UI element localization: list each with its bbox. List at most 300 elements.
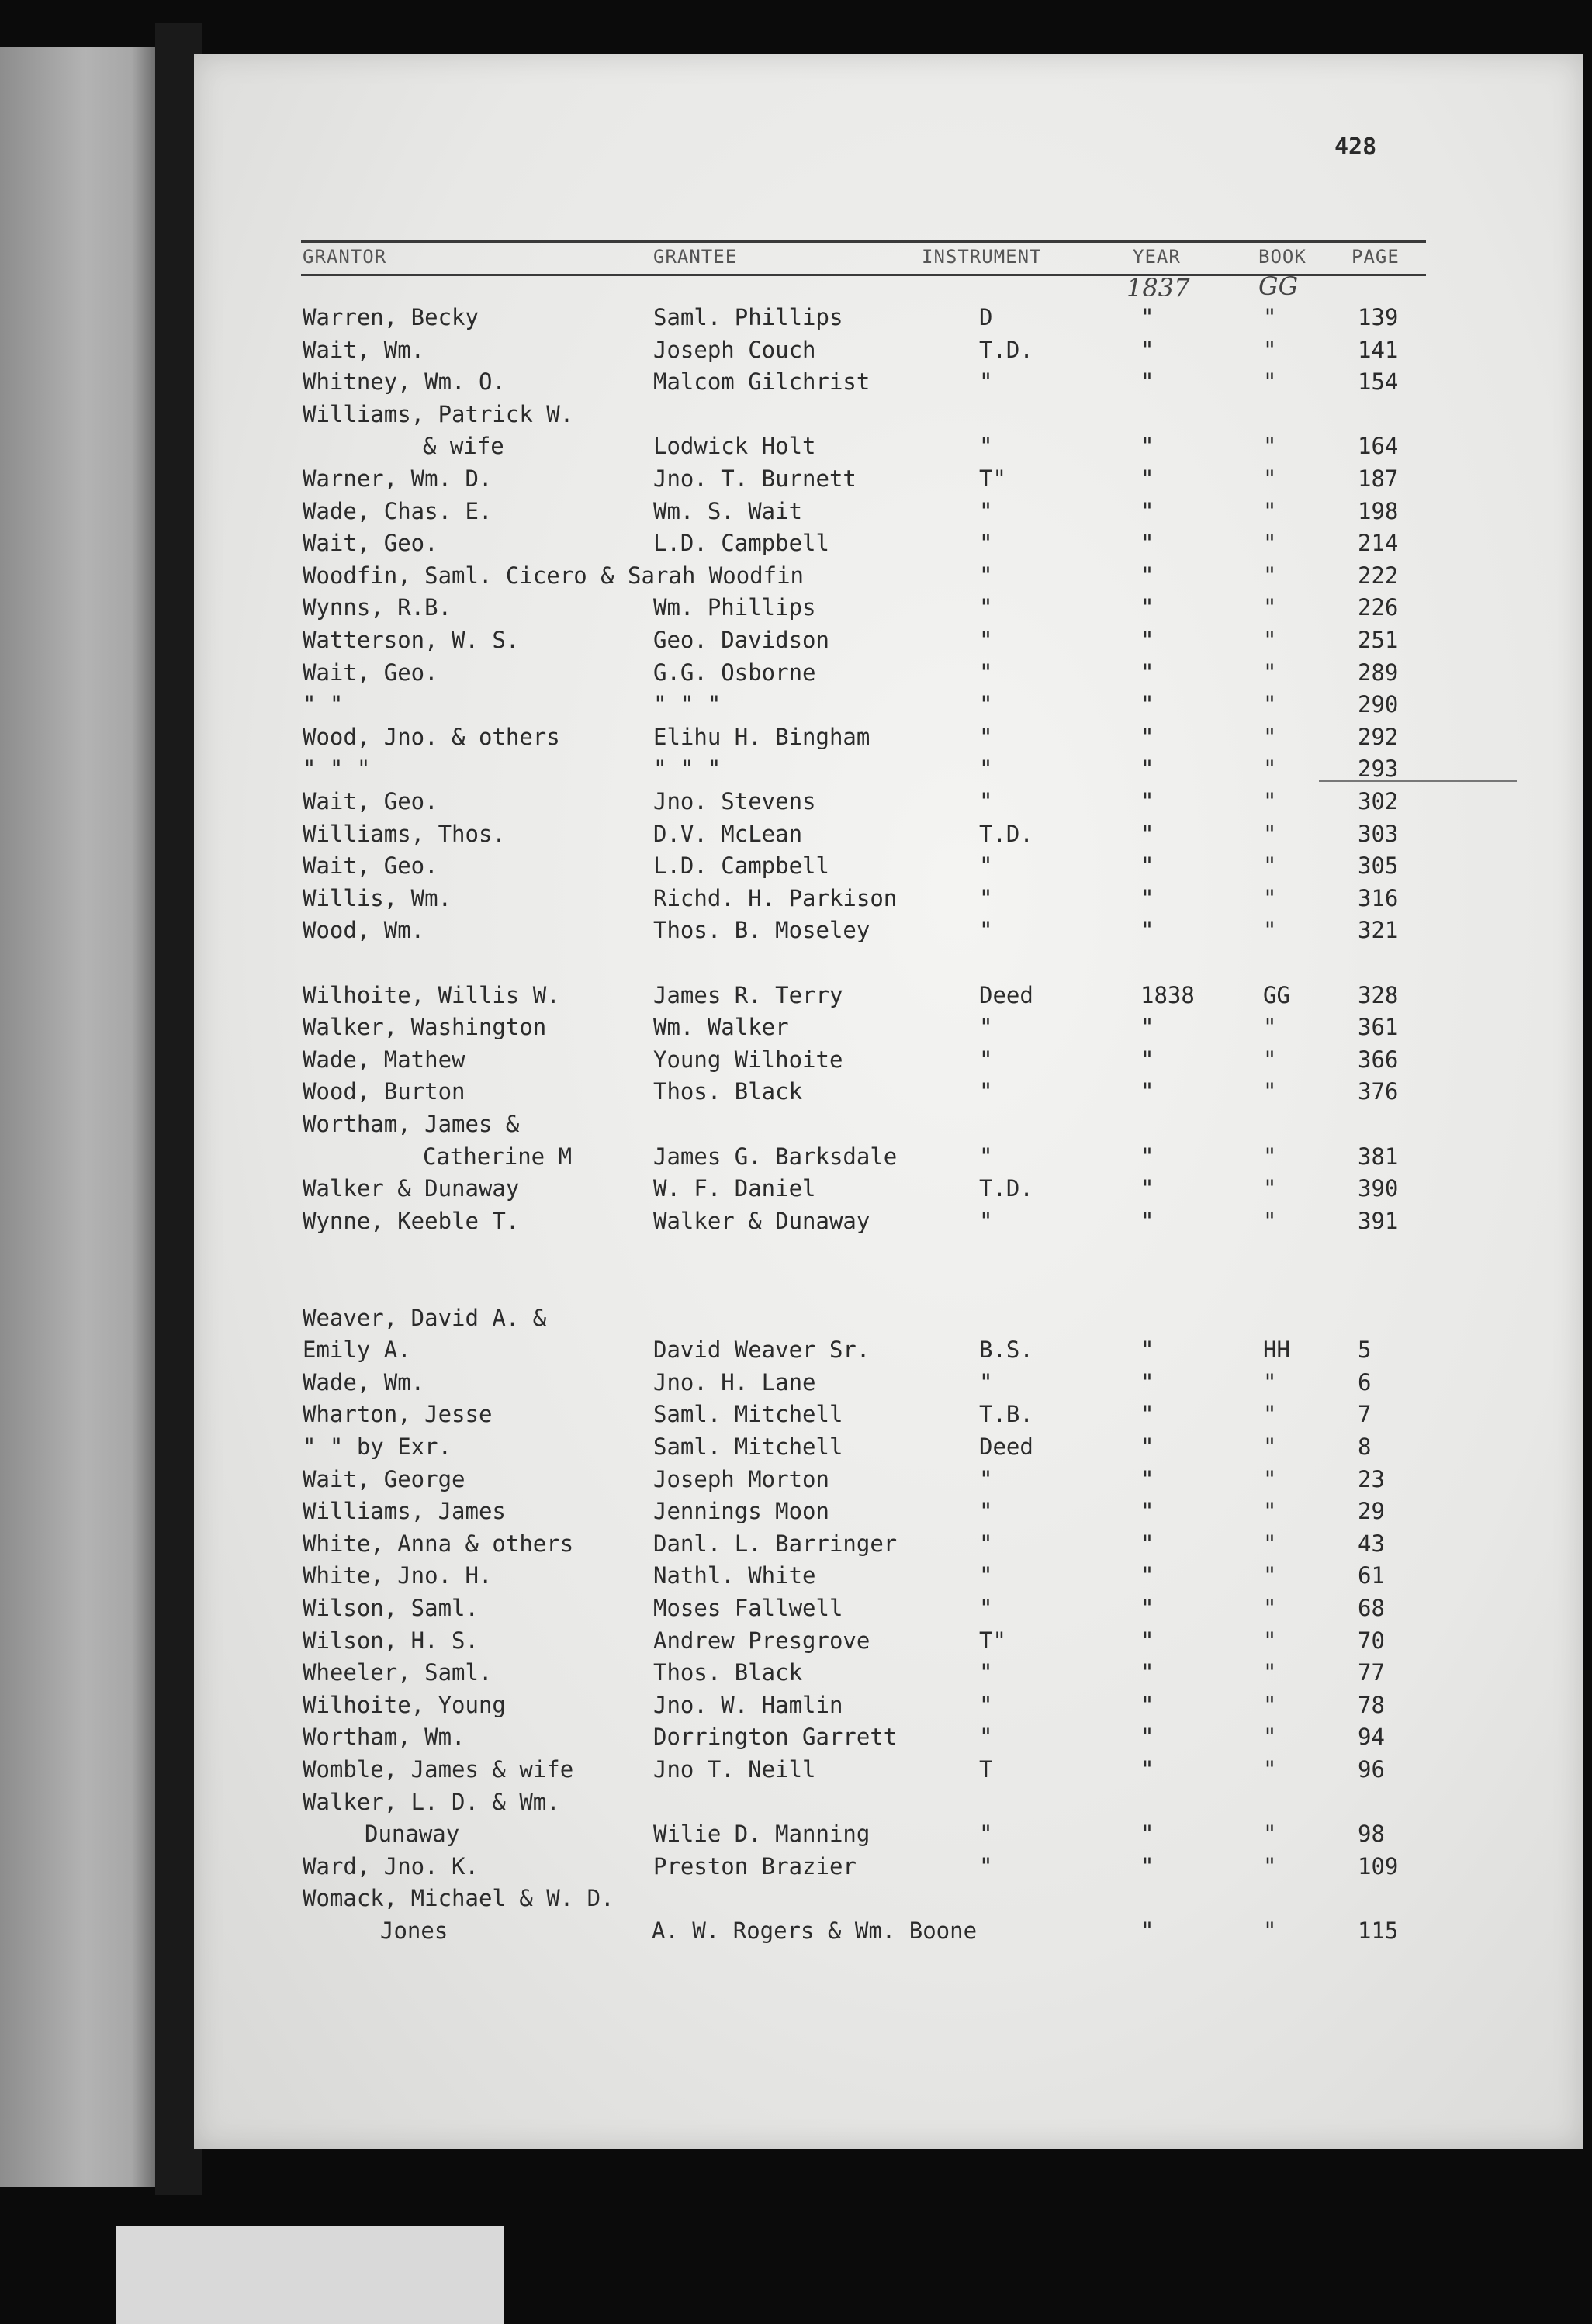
cell-grantor: Warren, Becky bbox=[303, 304, 479, 330]
cell-page: 98 bbox=[1358, 1821, 1385, 1848]
cell-book: GG bbox=[1263, 981, 1290, 1008]
cell-year: " bbox=[1140, 1175, 1154, 1202]
cell-book: " bbox=[1263, 1756, 1277, 1783]
cell-grantor: Wait, Geo. bbox=[303, 852, 438, 880]
ledger-row bbox=[0, 1562, 1592, 1593]
cell-book: " bbox=[1263, 1433, 1277, 1460]
cell-grantor: Wynns, R.B. bbox=[303, 594, 452, 621]
cell-year: " bbox=[1140, 1724, 1154, 1751]
cell-grantor: " " by Exr. bbox=[303, 1433, 452, 1460]
cell-book: " bbox=[1263, 1530, 1277, 1557]
cell-book: " bbox=[1263, 304, 1277, 330]
cell-grantor: " " bbox=[303, 691, 344, 718]
ledger-row bbox=[0, 1724, 1592, 1755]
cell-book: " bbox=[1263, 788, 1277, 814]
cell-instrument: " bbox=[979, 659, 993, 686]
cell-grantor: Wait, Geo. bbox=[303, 788, 438, 814]
cell-book: " bbox=[1263, 465, 1277, 492]
cell-year: " bbox=[1140, 1143, 1154, 1170]
ledger-row bbox=[0, 1175, 1592, 1206]
cell-page: 6 bbox=[1358, 1368, 1372, 1395]
ledger-row bbox=[0, 433, 1592, 464]
cell-instrument: " bbox=[979, 530, 993, 557]
cell-grantor: Wood, Wm. bbox=[303, 917, 425, 944]
cell-grantee: James G. Barksdale bbox=[653, 1143, 898, 1170]
ledger-row bbox=[0, 691, 1592, 722]
cell-instrument: " bbox=[979, 788, 993, 814]
ledger-row bbox=[0, 917, 1592, 948]
cell-year: " bbox=[1140, 852, 1154, 880]
cell-page: 290 bbox=[1358, 691, 1399, 718]
cell-grantee: Lodwick Holt bbox=[653, 433, 816, 460]
cell-instrument: " bbox=[979, 691, 993, 718]
cell-instrument: Deed bbox=[979, 1433, 1033, 1460]
cell-book: " bbox=[1263, 433, 1277, 460]
cell-grantee: Richd. H. Parkison bbox=[653, 884, 898, 911]
cell-book: " bbox=[1263, 852, 1277, 880]
cell-grantor: Walker, Washington bbox=[303, 1014, 547, 1041]
cell-grantee: Jno. W. Hamlin bbox=[653, 1691, 843, 1718]
cell-year: " bbox=[1140, 1078, 1154, 1105]
cell-grantor: Warner, Wm. D. bbox=[303, 465, 493, 492]
cell-book: " bbox=[1263, 1368, 1277, 1395]
cell-grantee: Andrew Presgrove bbox=[653, 1627, 870, 1654]
cell-page: 43 bbox=[1358, 1530, 1385, 1557]
cell-grantor: Wood, Jno. & others bbox=[303, 723, 560, 750]
cell-grantee: Danl. L. Barringer bbox=[653, 1530, 898, 1557]
cell-year: " bbox=[1140, 1756, 1154, 1783]
cell-year: " bbox=[1140, 1595, 1154, 1621]
header-grantor: GRANTOR bbox=[303, 246, 387, 268]
cell-book: " bbox=[1263, 691, 1277, 718]
cell-book: " bbox=[1263, 1046, 1277, 1073]
cell-page: 222 bbox=[1358, 562, 1399, 589]
cell-book: " bbox=[1263, 1078, 1277, 1105]
cell-grantee: Saml. Mitchell bbox=[653, 1433, 843, 1460]
cell-year: " bbox=[1140, 304, 1154, 330]
cell-grantor: Wynne, Keeble T. bbox=[303, 1207, 520, 1234]
cell-grantee: Jno. T. Burnett bbox=[653, 465, 857, 492]
cell-page: 303 bbox=[1358, 820, 1399, 847]
cell-instrument: " bbox=[979, 1207, 993, 1234]
cell-book: " bbox=[1263, 1175, 1277, 1202]
cell-book: " bbox=[1263, 1014, 1277, 1041]
cell-grantee: Wm. S. Wait bbox=[653, 497, 803, 524]
ledger-row bbox=[0, 594, 1592, 625]
cell-page: 361 bbox=[1358, 1014, 1399, 1041]
cell-year: " bbox=[1140, 691, 1154, 718]
ledger-row bbox=[0, 1369, 1592, 1400]
cell-grantor: " " " bbox=[303, 756, 371, 783]
cell-year: " bbox=[1140, 530, 1154, 557]
cell-grantee: D.V. McLean bbox=[653, 820, 803, 847]
cell-book: " bbox=[1263, 562, 1277, 589]
cell-grantor: Catherine M bbox=[423, 1143, 573, 1170]
cell-grantor: Watterson, W. S. bbox=[303, 627, 520, 653]
cell-grantee: Malcom Gilchrist bbox=[653, 368, 870, 396]
cell-grantee: L.D. Campbell bbox=[653, 852, 829, 880]
cell-book: " bbox=[1263, 723, 1277, 750]
cell-year: " bbox=[1140, 1821, 1154, 1848]
cell-page: 390 bbox=[1358, 1175, 1399, 1202]
cell-grantee: James R. Terry bbox=[653, 981, 843, 1008]
cell-page: 251 bbox=[1358, 627, 1399, 653]
cell-grantee: " " " bbox=[653, 691, 722, 718]
cell-page: 187 bbox=[1358, 465, 1399, 492]
cell-grantee: Jennings Moon bbox=[653, 1498, 829, 1525]
cell-grantor: Ward, Jno. K. bbox=[303, 1852, 479, 1880]
cell-grantee: Thos. Black bbox=[653, 1078, 803, 1105]
cell-grantor: Walker, L. D. & Wm. bbox=[303, 1788, 560, 1815]
cell-instrument: " bbox=[979, 1562, 993, 1589]
page-number: 428 bbox=[1334, 133, 1377, 161]
ledger-row bbox=[0, 982, 1592, 1013]
cell-book: " bbox=[1263, 1852, 1277, 1880]
cell-book: " bbox=[1263, 497, 1277, 524]
cell-page: 391 bbox=[1358, 1207, 1399, 1234]
ledger-row bbox=[0, 1692, 1592, 1723]
cell-grantor: Wait, Geo. bbox=[303, 530, 438, 557]
cell-grantee: David Weaver Sr. bbox=[653, 1337, 870, 1364]
cell-grantee: Preston Brazier bbox=[653, 1852, 857, 1880]
cell-grantor: Wade, Wm. bbox=[303, 1368, 425, 1395]
cell-year: " bbox=[1140, 1368, 1154, 1395]
cell-grantor: Wilson, H. S. bbox=[303, 1627, 479, 1654]
cell-grantor: Willis, Wm. bbox=[303, 884, 452, 911]
blank-line bbox=[0, 1240, 1592, 1271]
ledger-row bbox=[0, 304, 1592, 335]
cell-year: " bbox=[1140, 1433, 1154, 1460]
cell-instrument: " bbox=[979, 562, 993, 589]
cell-instrument: " bbox=[979, 497, 993, 524]
cell-grantee: Thos. B. Moseley bbox=[653, 917, 870, 944]
cell-year: " bbox=[1140, 788, 1154, 814]
ledger-row bbox=[0, 368, 1592, 399]
cell-page: 77 bbox=[1358, 1659, 1385, 1686]
cell-page: 141 bbox=[1358, 336, 1399, 363]
cell-book: " bbox=[1263, 594, 1277, 621]
cell-year: " bbox=[1140, 1014, 1154, 1041]
cell-grantee: Saml. Phillips bbox=[653, 304, 843, 330]
ledger-row bbox=[0, 788, 1592, 819]
ledger-row bbox=[0, 1595, 1592, 1626]
ledger-row bbox=[0, 1111, 1592, 1142]
cell-book: " bbox=[1263, 917, 1277, 944]
ledger-row bbox=[0, 1433, 1592, 1465]
cell-page: 316 bbox=[1358, 884, 1399, 911]
handwritten-year: 1837 bbox=[1127, 273, 1190, 303]
cell-grantor: Wharton, Jesse bbox=[303, 1401, 493, 1428]
ledger-row bbox=[0, 1659, 1592, 1690]
cell-instrument: T.D. bbox=[979, 336, 1033, 363]
cell-grantee: Jno. H. Lane bbox=[653, 1368, 816, 1395]
cell-page: 68 bbox=[1358, 1595, 1385, 1621]
cell-instrument: " bbox=[979, 594, 993, 621]
cell-book: " bbox=[1263, 530, 1277, 557]
cell-page: 381 bbox=[1358, 1143, 1399, 1170]
cell-instrument: " bbox=[979, 1691, 993, 1718]
blank-line bbox=[0, 949, 1592, 980]
cell-book: " bbox=[1263, 820, 1277, 847]
cell-page: 139 bbox=[1358, 304, 1399, 330]
cell-instrument: T bbox=[979, 1756, 993, 1783]
cell-grantor: Womack, Michael & W. D. bbox=[303, 1885, 614, 1912]
cell-page: 305 bbox=[1358, 852, 1399, 880]
cell-grantor: Walker & Dunaway bbox=[303, 1175, 520, 1202]
cell-page: 115 bbox=[1358, 1918, 1399, 1944]
handwritten-book: GG bbox=[1258, 271, 1299, 301]
header-year: YEAR bbox=[1133, 246, 1181, 268]
cell-grantee: Young Wilhoite bbox=[653, 1046, 843, 1073]
cell-grantor: Williams, Thos. bbox=[303, 820, 506, 847]
cell-book: HH bbox=[1263, 1337, 1290, 1364]
cell-book: " bbox=[1263, 1821, 1277, 1848]
header-book: BOOK bbox=[1258, 246, 1306, 268]
cell-grantee: Geo. Davidson bbox=[653, 627, 829, 653]
ledger-row bbox=[0, 498, 1592, 529]
cell-grantor: Wait, Wm. bbox=[303, 336, 425, 363]
cell-page: 328 bbox=[1358, 981, 1399, 1008]
cell-grantor: Wait, George bbox=[303, 1465, 465, 1492]
cell-grantor: Dunaway bbox=[365, 1821, 460, 1848]
ledger-row bbox=[0, 1821, 1592, 1852]
cell-page: 78 bbox=[1358, 1691, 1385, 1718]
cell-grantor: Wade, Mathew bbox=[303, 1046, 465, 1073]
cell-year: " bbox=[1140, 1465, 1154, 1492]
cell-instrument: " bbox=[979, 1014, 993, 1041]
cell-grantee: Dorrington Garrett bbox=[653, 1724, 898, 1751]
cell-page: 96 bbox=[1358, 1756, 1385, 1783]
cell-page: 226 bbox=[1358, 594, 1399, 621]
cell-instrument: T.B. bbox=[979, 1401, 1033, 1428]
cell-grantee: Saml. Mitchell bbox=[653, 1401, 843, 1428]
ledger-row bbox=[0, 1530, 1592, 1561]
cell-instrument: " bbox=[979, 723, 993, 750]
cell-instrument: D bbox=[979, 304, 993, 330]
cell-instrument: T.D. bbox=[979, 820, 1033, 847]
cell-page: 214 bbox=[1358, 530, 1399, 557]
cell-year: " bbox=[1140, 368, 1154, 396]
cell-instrument: T" bbox=[979, 465, 1006, 492]
header-page: PAGE bbox=[1351, 246, 1400, 268]
cell-page: 29 bbox=[1358, 1498, 1385, 1525]
cell-instrument: " bbox=[979, 1368, 993, 1395]
cell-grantor: Wade, Chas. E. bbox=[303, 497, 493, 524]
cell-grantee: Moses Fallwell bbox=[653, 1595, 843, 1621]
cell-book: " bbox=[1263, 659, 1277, 686]
cell-year: " bbox=[1140, 627, 1154, 653]
ledger-row bbox=[0, 1401, 1592, 1432]
ledger-row bbox=[0, 337, 1592, 368]
cell-page: 94 bbox=[1358, 1724, 1385, 1751]
header-grantee: GRANTEE bbox=[653, 246, 738, 268]
cell-grantor: Wilson, Saml. bbox=[303, 1595, 479, 1621]
cell-book: " bbox=[1263, 1401, 1277, 1428]
cell-page: 23 bbox=[1358, 1465, 1385, 1492]
cell-instrument: " bbox=[979, 433, 993, 460]
cell-grantee: Wm. Phillips bbox=[653, 594, 816, 621]
cell-page: 376 bbox=[1358, 1078, 1399, 1105]
cell-year: " bbox=[1140, 465, 1154, 492]
ledger-row bbox=[0, 1853, 1592, 1884]
ledger-row bbox=[0, 821, 1592, 852]
cell-instrument: Deed bbox=[979, 981, 1033, 1008]
ledger-row bbox=[0, 724, 1592, 755]
ledger-row bbox=[0, 1046, 1592, 1077]
cell-year: " bbox=[1140, 1691, 1154, 1718]
ledger-row bbox=[0, 1078, 1592, 1109]
cell-instrument: " bbox=[979, 1046, 993, 1073]
cell-instrument: " bbox=[979, 852, 993, 880]
cell-instrument: " bbox=[979, 884, 993, 911]
cell-grantor: White, Jno. H. bbox=[303, 1562, 493, 1589]
cell-grantee: Joseph Couch bbox=[653, 336, 816, 363]
cell-grantor: Wortham, James & bbox=[303, 1111, 520, 1137]
cell-year: " bbox=[1140, 497, 1154, 524]
cell-grantee: Wm. Walker bbox=[653, 1014, 789, 1041]
cell-book: " bbox=[1263, 756, 1277, 783]
ledger-row bbox=[0, 1885, 1592, 1916]
ledger-row bbox=[0, 659, 1592, 690]
cell-year: " bbox=[1140, 1337, 1154, 1364]
ledger-row bbox=[0, 1918, 1592, 1949]
cell-instrument: B.S. bbox=[979, 1337, 1033, 1364]
cell-page: 164 bbox=[1358, 433, 1399, 460]
ledger-row bbox=[0, 465, 1592, 496]
cell-grantor: Emily A. bbox=[303, 1337, 411, 1364]
cell-book: " bbox=[1263, 1627, 1277, 1654]
cell-grantee: Walker & Dunaway bbox=[653, 1207, 870, 1234]
cell-year: " bbox=[1140, 1627, 1154, 1654]
cell-grantor: Whitney, Wm. O. bbox=[303, 368, 506, 396]
ledger-row bbox=[0, 852, 1592, 884]
cell-instrument: " bbox=[979, 1595, 993, 1621]
cell-instrument: T.D. bbox=[979, 1175, 1033, 1202]
cell-grantor: Wilhoite, Willis W. bbox=[303, 981, 560, 1008]
cell-grantor: Williams, Patrick W. bbox=[303, 400, 574, 427]
cell-grantee: Joseph Morton bbox=[653, 1465, 829, 1492]
cell-book: " bbox=[1263, 1498, 1277, 1525]
cell-grantor: & wife bbox=[423, 433, 504, 460]
ledger-row bbox=[0, 1498, 1592, 1529]
ledger-row bbox=[0, 1014, 1592, 1045]
cell-grantor: Wheeler, Saml. bbox=[303, 1659, 493, 1686]
cell-instrument: " bbox=[979, 1498, 993, 1525]
cell-instrument: " bbox=[979, 1659, 993, 1686]
cell-book: " bbox=[1263, 1918, 1277, 1944]
cell-page: 7 bbox=[1358, 1401, 1372, 1428]
header-instrument: INSTRUMENT bbox=[922, 246, 1042, 268]
cell-grantor: Wortham, Wm. bbox=[303, 1724, 465, 1751]
cell-instrument: " bbox=[979, 1143, 993, 1170]
cell-grantee: " " " bbox=[653, 756, 722, 783]
ledger-row bbox=[0, 1756, 1592, 1787]
cell-page: 109 bbox=[1358, 1852, 1399, 1880]
cell-grantee: Nathl. White bbox=[653, 1562, 816, 1589]
cell-year: " bbox=[1140, 820, 1154, 847]
cell-page: 366 bbox=[1358, 1046, 1399, 1073]
cell-year: " bbox=[1140, 433, 1154, 460]
cell-year: " bbox=[1140, 756, 1154, 783]
cell-page: 154 bbox=[1358, 368, 1399, 396]
cell-grantor: Williams, James bbox=[303, 1498, 506, 1525]
cell-book: " bbox=[1263, 368, 1277, 396]
cell-year: " bbox=[1140, 1046, 1154, 1073]
cell-year: " bbox=[1140, 1852, 1154, 1880]
cell-page: 289 bbox=[1358, 659, 1399, 686]
cell-instrument: " bbox=[979, 1530, 993, 1557]
cell-book: " bbox=[1263, 336, 1277, 363]
ledger-row bbox=[0, 627, 1592, 658]
cell-grantor: Woodfin, Saml. Cicero & Sarah Woodfin bbox=[303, 562, 805, 589]
cell-instrument: " bbox=[979, 1724, 993, 1751]
cell-year: " bbox=[1140, 1401, 1154, 1428]
cell-grantor: Wood, Burton bbox=[303, 1078, 465, 1105]
cell-instrument: " bbox=[979, 368, 993, 396]
cell-year: " bbox=[1140, 917, 1154, 944]
blank-line bbox=[0, 1272, 1592, 1303]
cell-grantee: Thos. Black bbox=[653, 1659, 803, 1686]
cell-grantor: Jones bbox=[380, 1918, 448, 1944]
cell-instrument: " bbox=[979, 1465, 993, 1492]
cell-instrument: T" bbox=[979, 1627, 1006, 1654]
cell-year: " bbox=[1140, 1918, 1154, 1944]
cell-book: " bbox=[1263, 1659, 1277, 1686]
cell-grantor: White, Anna & others bbox=[303, 1530, 574, 1557]
cell-page: 61 bbox=[1358, 1562, 1385, 1589]
cell-year: " bbox=[1140, 659, 1154, 686]
cell-grantor: Wait, Geo. bbox=[303, 659, 438, 686]
cell-page: 8 bbox=[1358, 1433, 1372, 1460]
cell-book: " bbox=[1263, 1691, 1277, 1718]
ledger-row bbox=[0, 885, 1592, 916]
ledger-row bbox=[0, 1208, 1592, 1239]
cell-book: " bbox=[1263, 1465, 1277, 1492]
cell-grantor: Wilhoite, Young bbox=[303, 1691, 506, 1718]
cell-year: " bbox=[1140, 723, 1154, 750]
ledger-row bbox=[0, 756, 1592, 787]
cell-year: " bbox=[1140, 594, 1154, 621]
cell-grantor: Womble, James & wife bbox=[303, 1756, 574, 1783]
cell-grantee: W. F. Daniel bbox=[653, 1175, 816, 1202]
cell-book: " bbox=[1263, 1724, 1277, 1751]
cell-book: " bbox=[1263, 1207, 1277, 1234]
cell-page: 292 bbox=[1358, 723, 1399, 750]
cell-instrument: " bbox=[979, 627, 993, 653]
cell-grantor: Weaver, David A. & bbox=[303, 1304, 547, 1331]
ledger-row bbox=[0, 562, 1592, 593]
cell-page: 70 bbox=[1358, 1627, 1385, 1654]
cell-instrument: " bbox=[979, 756, 993, 783]
cell-year: " bbox=[1140, 884, 1154, 911]
cell-grantee: Elihu H. Bingham bbox=[653, 723, 870, 750]
ledger-row bbox=[0, 1337, 1592, 1368]
cell-year: " bbox=[1140, 562, 1154, 589]
ledger-row bbox=[0, 401, 1592, 432]
ledger-row bbox=[0, 1627, 1592, 1658]
cell-instrument: " bbox=[979, 1852, 993, 1880]
cell-page: 5 bbox=[1358, 1337, 1372, 1364]
cell-book: " bbox=[1263, 1562, 1277, 1589]
cell-grantee: Jno. Stevens bbox=[653, 788, 816, 814]
ledger-row bbox=[0, 1305, 1592, 1336]
cell-grantee: Wilie D. Manning bbox=[653, 1821, 870, 1848]
cell-page: 198 bbox=[1358, 497, 1399, 524]
cell-year: " bbox=[1140, 1562, 1154, 1589]
cell-year: " bbox=[1140, 1207, 1154, 1234]
cell-page: 293 bbox=[1358, 756, 1399, 783]
cell-book: " bbox=[1263, 1143, 1277, 1170]
